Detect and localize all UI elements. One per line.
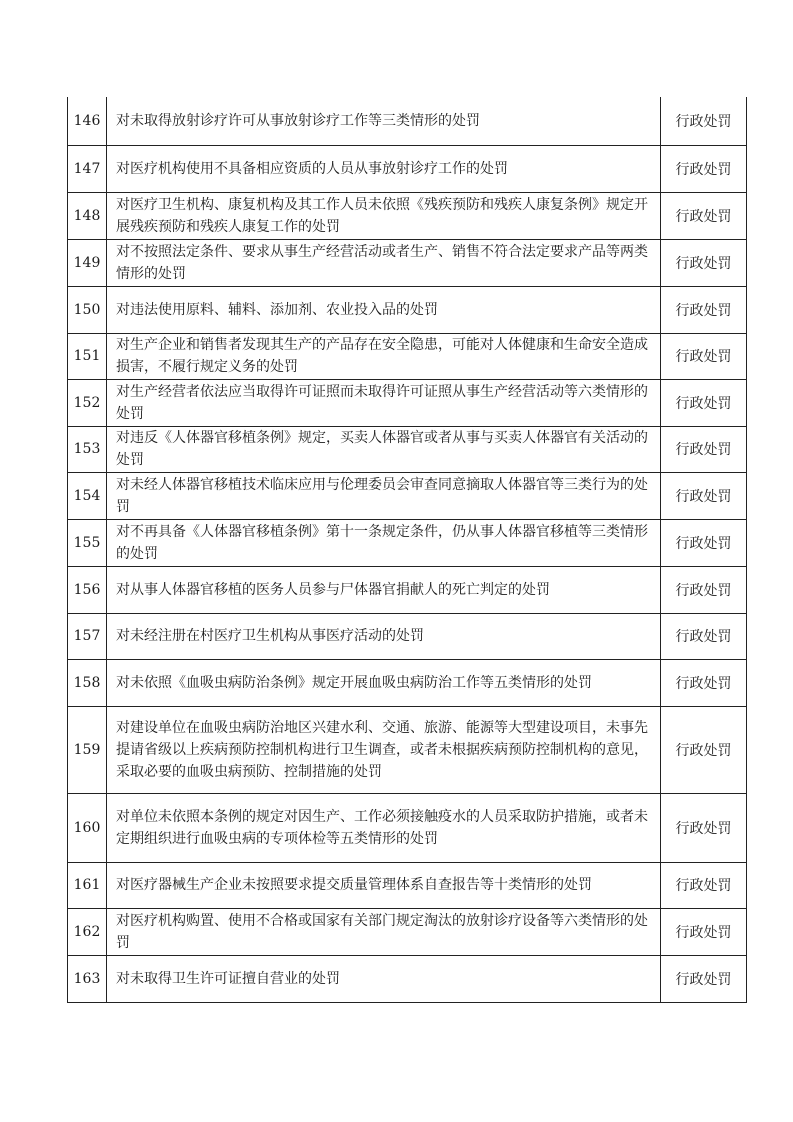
table-row (68, 286, 747, 333)
penalty-item-text: 对未依照《血吸虫病防治条例》规定开展血吸虫病防治工作等五类情形的处罚 (107, 659, 661, 706)
penalty-type: 行政处罚 (661, 613, 747, 659)
row-number: 152 (68, 379, 107, 426)
penalty-item-text: 对生产企业和销售者发现其生产的产品存在安全隐患，可能对人体健康和生命安全造成损害，不履行规定义务的处罚 (107, 333, 661, 379)
penalty-item-text: 对违反《人体器官移植条例》规定，买卖人体器官或者从事与买卖人体器官有关活动的处罚 (107, 426, 661, 472)
penalty-type: 行政处罚 (661, 706, 747, 793)
penalty-type: 行政处罚 (661, 97, 747, 145)
row-number: 159 (68, 706, 107, 793)
row-number: 158 (68, 659, 107, 706)
table-row (68, 426, 747, 472)
table-row (68, 379, 747, 426)
penalty-table-container (67, 97, 731, 1003)
penalty-type: 行政处罚 (661, 239, 747, 286)
table-body (68, 97, 747, 1002)
row-number: 157 (68, 613, 107, 659)
row-number: 162 (68, 908, 107, 955)
table-row (68, 659, 747, 706)
penalty-item-text: 对未经人体器官移植技术临床应用与伦理委员会审查同意摘取人体器官等三类行为的处罚 (107, 472, 661, 519)
penalty-item-text: 对建设单位在血吸虫病防治地区兴建水利、交通、旅游、能源等大型建设项目，未事先提请省级以上疾病预防控制机构进行卫生调查，或者未根据疾病预防控制机构的意见，采取必要的血吸虫病预防、控制措施的处罚 (107, 706, 661, 793)
table-row (68, 862, 747, 908)
penalty-type: 行政处罚 (661, 426, 747, 472)
penalty-item-text: 对未经注册在村医疗卫生机构从事医疗活动的处罚 (107, 613, 661, 659)
table-row (68, 333, 747, 379)
table-row (68, 519, 747, 566)
table-row (68, 706, 747, 793)
table-row (68, 908, 747, 955)
penalty-item-text: 对医疗卫生机构、康复机构及其工作人员未依照《残疾预防和残疾人康复条例》规定开展残疾预防和残疾人康复工作的处罚 (107, 192, 661, 239)
row-number: 147 (68, 145, 107, 192)
penalty-type: 行政处罚 (661, 286, 747, 333)
row-number: 156 (68, 566, 107, 613)
row-number: 150 (68, 286, 107, 333)
row-number: 153 (68, 426, 107, 472)
penalty-type: 行政处罚 (661, 793, 747, 862)
penalty-items-table (67, 97, 747, 1003)
penalty-item-text: 对医疗机构使用不具备相应资质的人员从事放射诊疗工作的处罚 (107, 145, 661, 192)
row-number: 154 (68, 472, 107, 519)
penalty-item-text: 对不按照法定条件、要求从事生产经营活动或者生产、销售不符合法定要求产品等两类情形的处罚 (107, 239, 661, 286)
table-row (68, 145, 747, 192)
penalty-type: 行政处罚 (661, 472, 747, 519)
table-row (68, 955, 747, 1002)
penalty-type: 行政处罚 (661, 519, 747, 566)
row-number: 146 (68, 97, 107, 145)
table-row (68, 192, 747, 239)
penalty-item-text: 对不再具备《人体器官移植条例》第十一条规定条件，仍从事人体器官移植等三类情形的处罚 (107, 519, 661, 566)
penalty-type: 行政处罚 (661, 333, 747, 379)
row-number: 155 (68, 519, 107, 566)
penalty-item-text: 对医疗器械生产企业未按照要求提交质量管理体系自查报告等十类情形的处罚 (107, 862, 661, 908)
row-number: 161 (68, 862, 107, 908)
table-row (68, 97, 747, 145)
penalty-type: 行政处罚 (661, 192, 747, 239)
penalty-item-text: 对医疗机构购置、使用不合格或国家有关部门规定淘汰的放射诊疗设备等六类情形的处罚 (107, 908, 661, 955)
row-number: 149 (68, 239, 107, 286)
penalty-item-text: 对单位未依照本条例的规定对因生产、工作必须接触疫水的人员采取防护措施，或者未定期组织进行血吸虫病的专项体检等五类情形的处罚 (107, 793, 661, 862)
row-number: 160 (68, 793, 107, 862)
penalty-item-text: 对生产经营者依法应当取得许可证照而未取得许可证照从事生产经营活动等六类情形的处罚 (107, 379, 661, 426)
row-number: 148 (68, 192, 107, 239)
penalty-item-text: 对违法使用原料、辅料、添加剂、农业投入品的处罚 (107, 286, 661, 333)
table-row (68, 472, 747, 519)
row-number: 163 (68, 955, 107, 1002)
penalty-item-text: 对从事人体器官移植的医务人员参与尸体器官捐献人的死亡判定的处罚 (107, 566, 661, 613)
row-number: 151 (68, 333, 107, 379)
penalty-type: 行政处罚 (661, 659, 747, 706)
table-row (68, 566, 747, 613)
penalty-type: 行政处罚 (661, 379, 747, 426)
table-row (68, 613, 747, 659)
penalty-type: 行政处罚 (661, 145, 747, 192)
penalty-type: 行政处罚 (661, 955, 747, 1002)
penalty-type: 行政处罚 (661, 566, 747, 613)
table-row (68, 793, 747, 862)
table-row (68, 239, 747, 286)
penalty-item-text: 对未取得卫生许可证擅自营业的处罚 (107, 955, 661, 1002)
penalty-item-text: 对未取得放射诊疗许可从事放射诊疗工作等三类情形的处罚 (107, 97, 661, 145)
penalty-type: 行政处罚 (661, 862, 747, 908)
penalty-type: 行政处罚 (661, 908, 747, 955)
